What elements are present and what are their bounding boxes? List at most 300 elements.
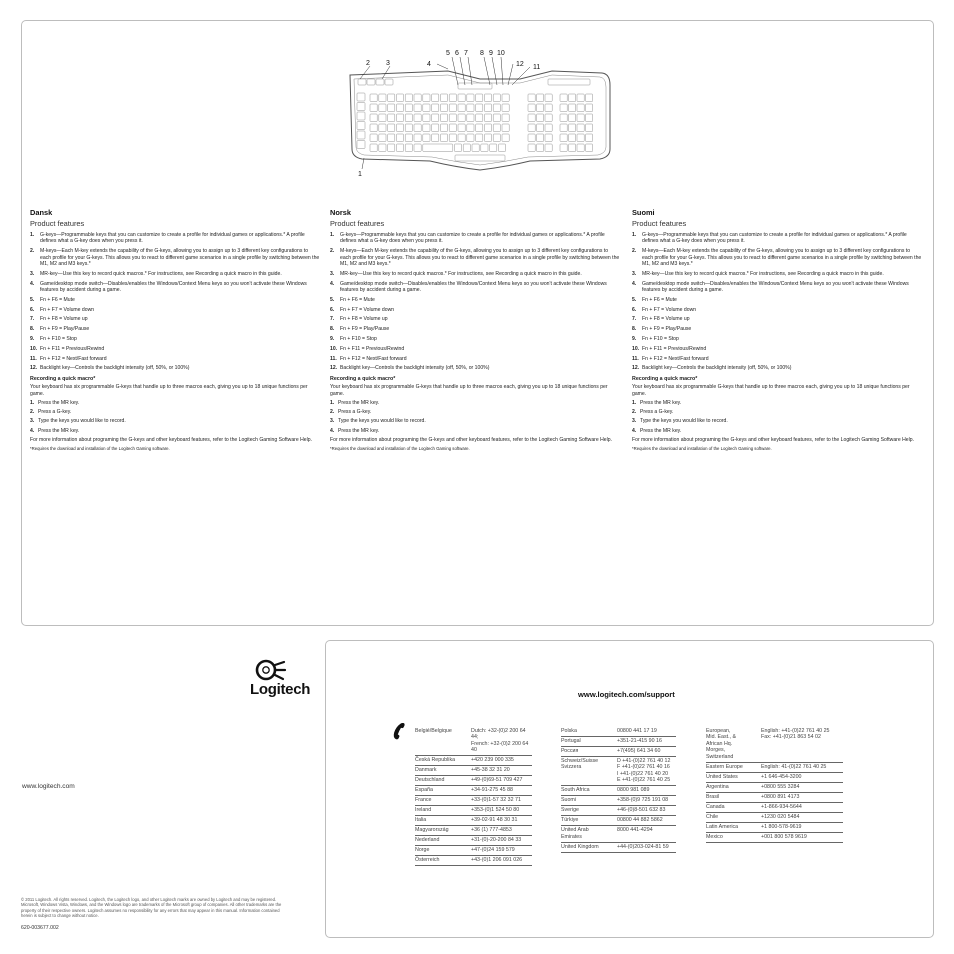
key [569, 94, 576, 102]
support-number: Dutch: +32-(0)2 200 64 44; French: +32-(0)2 200 64 40 [471, 728, 529, 754]
macro-heading: Recording a quick macro* [30, 375, 96, 382]
key [586, 144, 593, 152]
key [454, 144, 461, 152]
feature-text: Fn + F9 = Play/Pause [40, 326, 90, 333]
callout-3: 3 [386, 60, 390, 67]
feature-text: Fn + F12 = Next/Fast forward [340, 355, 407, 362]
key [357, 122, 365, 130]
feature-text: Backlight key—Controls the backlight intensity (off, 50%, or 100%) [642, 365, 792, 372]
support-table-1 [415, 727, 532, 866]
key [490, 144, 497, 152]
support-number: +44-(0)203-024-81 59 [617, 843, 669, 850]
feature-number: 10. [632, 345, 640, 352]
key [560, 124, 567, 132]
feature-number: 2. [632, 248, 637, 255]
key [577, 134, 584, 142]
callout-6: 6 [455, 50, 459, 57]
support-row [415, 826, 532, 836]
support-number: +36 (1) 777-4853 [471, 827, 512, 834]
callout-8: 8 [480, 50, 484, 57]
key [405, 134, 412, 142]
step-text: Press a G-key. [38, 408, 72, 415]
key [396, 134, 403, 142]
footnote: *Requires the download and installation of the Logitech Gaming software. [632, 446, 772, 452]
support-number: +33-(0)1-57 32 32 71 [471, 797, 521, 804]
support-number: +7(495) 641 34 60 [617, 748, 661, 754]
support-country: Deutschland [415, 777, 445, 784]
feature-list [632, 232, 922, 372]
feature-item [30, 346, 320, 352]
key [463, 144, 470, 152]
feature-text: Fn + F8 = Volume up [340, 316, 388, 323]
key [432, 114, 439, 122]
key [545, 104, 552, 112]
step-number: 2. [30, 408, 35, 415]
support-country: United Kingdom [561, 843, 599, 850]
callout-7: 7 [464, 50, 468, 57]
key [502, 94, 509, 102]
website-link[interactable]: www.logitech.com [22, 783, 75, 790]
macro-step [330, 400, 620, 406]
support-row [415, 846, 532, 856]
key [379, 104, 386, 112]
support-number: +43-(0)1 206 091 026 [471, 857, 523, 864]
feature-item [632, 326, 922, 332]
feature-number: 2. [330, 248, 335, 255]
support-row [706, 763, 843, 773]
support-row [561, 727, 676, 737]
support-row [415, 766, 532, 776]
support-country: Eastern Europe [706, 763, 743, 770]
key [484, 94, 491, 102]
support-row [415, 796, 532, 806]
feature-item [30, 281, 320, 294]
key [484, 134, 491, 142]
support-number: +1-866-934-5644 [761, 803, 802, 810]
key [388, 134, 395, 142]
step-text: Type the keys you would like to record. [338, 418, 426, 425]
key [577, 124, 584, 132]
support-number: +46-(0)8-501 632 83 [617, 807, 666, 814]
key [493, 104, 500, 112]
key [467, 134, 474, 142]
key [586, 94, 593, 102]
key [370, 114, 377, 122]
section-suomi [632, 208, 922, 454]
support-country: Latin America [706, 823, 739, 830]
feature-text: Fn + F9 = Play/Pause [642, 326, 692, 333]
support-country: Ireland [415, 807, 432, 814]
feature-text: Fn + F7 = Volume down [40, 306, 95, 313]
feature-text: G-keys—Programmable keys that you can customize to create a profile for individual games or applications.* A profile defines what a G-key does when you press it. [40, 232, 305, 245]
step-number: 2. [632, 408, 637, 415]
key [476, 114, 483, 122]
feature-item [30, 356, 320, 362]
key [440, 94, 447, 102]
key [545, 94, 552, 102]
key [537, 124, 544, 132]
support-country: Brasil [706, 793, 720, 800]
feature-item [330, 281, 620, 294]
feature-number: 1. [30, 232, 35, 238]
feature-text: G-keys—Programmable keys that you can customize to create a profile for individual games or applications.* A profile defines what a G-key does when you press it. [340, 232, 605, 245]
feature-number: 3. [632, 270, 637, 277]
support-row [415, 856, 532, 866]
feature-number: 1. [632, 232, 637, 238]
macro-step [330, 418, 620, 424]
feature-text: Fn + F12 = Next/Fast forward [642, 355, 709, 362]
feature-item [632, 297, 922, 303]
support-row [561, 786, 676, 796]
feature-number: 3. [330, 270, 335, 277]
key [560, 94, 567, 102]
support-row [415, 786, 532, 796]
feature-number: 3. [30, 270, 35, 277]
key [388, 104, 395, 112]
macro-step [632, 418, 922, 424]
feature-number: 11. [632, 355, 639, 362]
support-row [415, 806, 532, 816]
key [528, 124, 535, 132]
feature-number: 7. [30, 316, 35, 323]
support-row [415, 816, 532, 826]
macro-step [330, 409, 620, 415]
feature-text: Fn + F11 = Previous/Rewind [642, 345, 707, 352]
macro-step [330, 428, 620, 434]
key [528, 104, 535, 112]
support-number: +47-(0)24 159 579 [471, 847, 515, 854]
step-number: 4. [30, 427, 35, 434]
section-language: Suomi [632, 208, 655, 217]
support-row [561, 737, 676, 747]
feature-number: 2. [30, 248, 35, 255]
callout-2: 2 [366, 60, 370, 67]
key [560, 114, 567, 122]
feature-text: Backlight key—Controls the backlight intensity (off, 50%, or 100%) [340, 365, 490, 372]
key [528, 144, 535, 152]
key [388, 124, 395, 132]
key [537, 144, 544, 152]
key [458, 83, 492, 89]
feature-text: MR-key—Use this key to record quick macros.* For instructions, see Recording a quick macro in this guide. [642, 270, 884, 277]
feature-number: 9. [632, 336, 637, 342]
support-country: España [415, 787, 433, 794]
key [586, 114, 593, 122]
key [414, 94, 421, 102]
key [560, 144, 567, 152]
support-number: +358-(0)9 725 191 08 [617, 797, 669, 804]
key [528, 114, 535, 122]
macro-step [30, 400, 320, 406]
key [388, 114, 395, 122]
key [481, 144, 488, 152]
key [545, 124, 552, 132]
key [357, 112, 365, 120]
support-country: Schweiz/Suisse Svizzera [561, 758, 599, 771]
key [449, 134, 456, 142]
support-row [706, 793, 843, 803]
key [370, 124, 377, 132]
support-number: +34-91-275 45 88 [471, 787, 513, 794]
feature-number: 4. [632, 280, 637, 287]
step-number: 3. [30, 418, 35, 425]
section-language: Norsk [330, 208, 351, 217]
key [405, 94, 412, 102]
step-number: 3. [330, 418, 335, 425]
feature-item [330, 316, 620, 322]
feature-item [632, 316, 922, 322]
key [458, 124, 465, 132]
feature-item [330, 346, 620, 352]
feature-item [330, 336, 620, 342]
support-row [415, 836, 532, 846]
step-text: Press the MR key. [640, 427, 682, 434]
support-country: South Africa [561, 787, 590, 794]
key [432, 134, 439, 142]
key [537, 134, 544, 142]
key [432, 124, 439, 132]
feature-text: Fn + F6 = Mute [40, 296, 75, 303]
key [370, 104, 377, 112]
key [502, 134, 509, 142]
key [502, 124, 509, 132]
feature-item [632, 271, 922, 277]
step-number: 3. [632, 418, 637, 425]
step-text: Press the MR key. [38, 399, 80, 406]
key [370, 134, 377, 142]
support-number: +001 800 578 9619 [761, 833, 807, 840]
key [449, 114, 456, 122]
feature-text: MR-key—Use this key to record quick macros.* For instructions, see Recording a quick macro in this guide. [40, 270, 282, 277]
support-row [706, 823, 843, 833]
key [545, 134, 552, 142]
footnote: *Requires the download and installation of the Logitech Gaming software. [30, 446, 170, 452]
feature-text: Fn + F6 = Mute [340, 296, 375, 303]
support-country: Argentina [706, 783, 729, 790]
more-info: For more information about programing the G-keys and other keyboard features, refer to the Logitech Gaming Software Help. [330, 437, 612, 444]
key [414, 144, 421, 152]
feature-item [632, 346, 922, 352]
key [385, 79, 393, 85]
macro-step [30, 409, 320, 415]
key [498, 144, 505, 152]
callout-4: 4 [427, 61, 431, 68]
key [357, 131, 365, 139]
feature-number: 5. [30, 296, 35, 303]
legal-notice: © 2011 Logitech. All rights reserved. Logitech, the Logitech logo, and other Logitech marks are owned by Logitech and may be registered. Microsoft, Windows Vista, Windows, and the Windows logo are trademarks of the Microsoft group of companies. All other trademarks are the property of their respective owners. Logitech assumes no responsibility for any errors that may appear in this manual. Information contained herein is subject to change without notice. [21, 897, 282, 919]
feature-number: 8. [330, 326, 335, 333]
key [358, 79, 366, 85]
support-country: Sverige [561, 807, 579, 814]
support-country: Česká Republika [415, 757, 456, 764]
key [467, 114, 474, 122]
feature-item [30, 316, 320, 322]
support-row [561, 826, 676, 842]
logitech-wordmark: Logitech [250, 681, 311, 698]
feature-item [330, 297, 620, 303]
key [484, 124, 491, 132]
feature-text: Fn + F8 = Volume up [40, 316, 88, 323]
feature-text: MR-key—Use this key to record quick macros.* For instructions, see Recording a quick macro in this guide. [340, 270, 582, 277]
feature-text: Fn + F7 = Volume down [340, 306, 395, 313]
feature-text: M-keys—Each M-key extends the capability of the G-keys, allowing you to assign up to 3 different key configurations to each profile for your G-keys. This allows you to react to different game scenarios in a single profile by switching between the M1, M2 and M3 keys.* [642, 248, 922, 268]
feature-text: Backlight key—Controls the backlight intensity (off, 50%, or 100%) [40, 365, 190, 372]
feature-item [330, 326, 620, 332]
key [423, 124, 430, 132]
key [476, 94, 483, 102]
feature-item [330, 271, 620, 277]
support-number: +45-38 32 31 20 [471, 767, 510, 774]
key [472, 144, 479, 152]
key [379, 124, 386, 132]
feature-number: 4. [30, 280, 35, 287]
feature-text: Fn + F9 = Play/Pause [340, 326, 390, 333]
feature-number: 6. [632, 306, 637, 313]
support-row [415, 756, 532, 766]
key [528, 134, 535, 142]
feature-number: 5. [632, 296, 637, 303]
support-number: +1230 020 5484 [761, 813, 800, 820]
feature-number: 12. [330, 365, 338, 372]
step-text: Press the MR key. [640, 399, 682, 406]
key [502, 104, 509, 112]
key [458, 134, 465, 142]
support-country: European, Mid. East., & African Hq. Morges, Switzerland [706, 728, 737, 760]
keyboard-diagram [330, 45, 620, 180]
support-number: +0800 555 3284 [761, 783, 800, 790]
key [467, 124, 474, 132]
support-number: +353-(0)1 524 50 80 [471, 807, 520, 814]
feature-item [632, 307, 922, 313]
feature-number: 11. [330, 355, 337, 362]
key [440, 114, 447, 122]
feature-text: Fn + F11 = Previous/Rewind [40, 345, 105, 352]
key [423, 134, 430, 142]
support-country: Magyarország [415, 827, 449, 834]
support-country: Mexico [706, 833, 723, 840]
feature-text: Fn + F8 = Volume up [642, 316, 690, 323]
key [423, 144, 453, 152]
feature-item [330, 307, 620, 313]
key [379, 134, 386, 142]
features-heading: Product features [330, 219, 385, 228]
key [440, 134, 447, 142]
key [423, 94, 430, 102]
feature-number: 11. [30, 355, 37, 362]
key [396, 114, 403, 122]
feature-item [30, 365, 320, 371]
step-text: Press a G-key. [640, 408, 674, 415]
key [458, 114, 465, 122]
key [586, 124, 593, 132]
key [379, 144, 386, 152]
key [458, 104, 465, 112]
key [476, 134, 483, 142]
support-table-3 [706, 727, 843, 843]
support-row [706, 727, 843, 763]
feature-text: Fn + F11 = Previous/Rewind [340, 345, 405, 352]
support-row [561, 806, 676, 816]
key [405, 144, 412, 152]
key [379, 114, 386, 122]
more-info: For more information about programing the G-keys and other keyboard features, refer to the Logitech Gaming Software Help. [30, 437, 312, 444]
feature-item [632, 356, 922, 362]
feature-number: 4. [330, 280, 335, 287]
feature-item [632, 232, 922, 245]
key [379, 94, 386, 102]
callout-11: 11 [533, 64, 541, 71]
feature-item [632, 336, 922, 342]
key [376, 79, 384, 85]
key [357, 103, 365, 111]
step-text: Press the MR key. [338, 427, 380, 434]
key [502, 114, 509, 122]
step-text: Press the MR key. [338, 399, 380, 406]
macro-step [632, 428, 922, 434]
feature-number: 8. [632, 326, 637, 333]
feature-item [330, 232, 620, 245]
step-number: 1. [30, 399, 35, 406]
feature-item [30, 248, 320, 267]
feature-item [30, 326, 320, 332]
feature-item [632, 365, 922, 371]
feature-item [330, 365, 620, 371]
feature-item [30, 271, 320, 277]
step-text: Type the keys you would like to record. [38, 418, 126, 425]
support-number: +49-(0)69-51 709 427 [471, 777, 523, 784]
support-number: D +41-(0)22 761 40 12 F +41-(0)22 761 40 16 I +41-(0)22 761 40 20 E +41-(0)22 761 40 25 [617, 758, 671, 784]
key [388, 144, 395, 152]
part-number: 620-003677.002 [21, 925, 59, 931]
feature-text: Game/desktop mode switch—Disables/enables the Windows/Context Menu keys so you won't activate these Windows features by accident during a game. [642, 280, 909, 294]
macro-step [632, 409, 922, 415]
feature-item [330, 248, 620, 267]
section-dansk [30, 208, 320, 454]
macro-intro: Your keyboard has six programmable G-keys that handle up to three macros each, giving you up to 18 unique functions per game. [632, 384, 910, 397]
feature-item [632, 281, 922, 294]
feature-list [30, 232, 320, 372]
key [569, 144, 576, 152]
feature-number: 9. [30, 336, 35, 342]
support-number: 0800 981 089 [617, 787, 650, 794]
features-heading: Product features [30, 219, 85, 228]
support-country: Suomi [561, 797, 577, 804]
step-number: 2. [330, 408, 335, 415]
support-row [706, 813, 843, 823]
key [545, 114, 552, 122]
support-country: Türkiye [561, 817, 579, 824]
key [449, 94, 456, 102]
key [357, 93, 365, 101]
footnote: *Requires the download and installation of the Logitech Gaming software. [330, 446, 470, 452]
callout-10: 10 [497, 50, 505, 57]
support-number: +351-21-415 90 16 [617, 738, 662, 744]
support-country: Polska [561, 728, 577, 734]
key [569, 134, 576, 142]
support-row [561, 796, 676, 806]
section-norsk [330, 208, 620, 454]
key [414, 104, 421, 112]
key [396, 144, 403, 152]
key [432, 104, 439, 112]
key [467, 94, 474, 102]
key [388, 94, 395, 102]
callout-1: 1 [358, 171, 362, 178]
support-url[interactable]: www.logitech.com/support [578, 690, 675, 699]
key [396, 124, 403, 132]
support-country: Portugal [561, 738, 581, 744]
support-number: 00800 44 882 5862 [617, 817, 663, 824]
